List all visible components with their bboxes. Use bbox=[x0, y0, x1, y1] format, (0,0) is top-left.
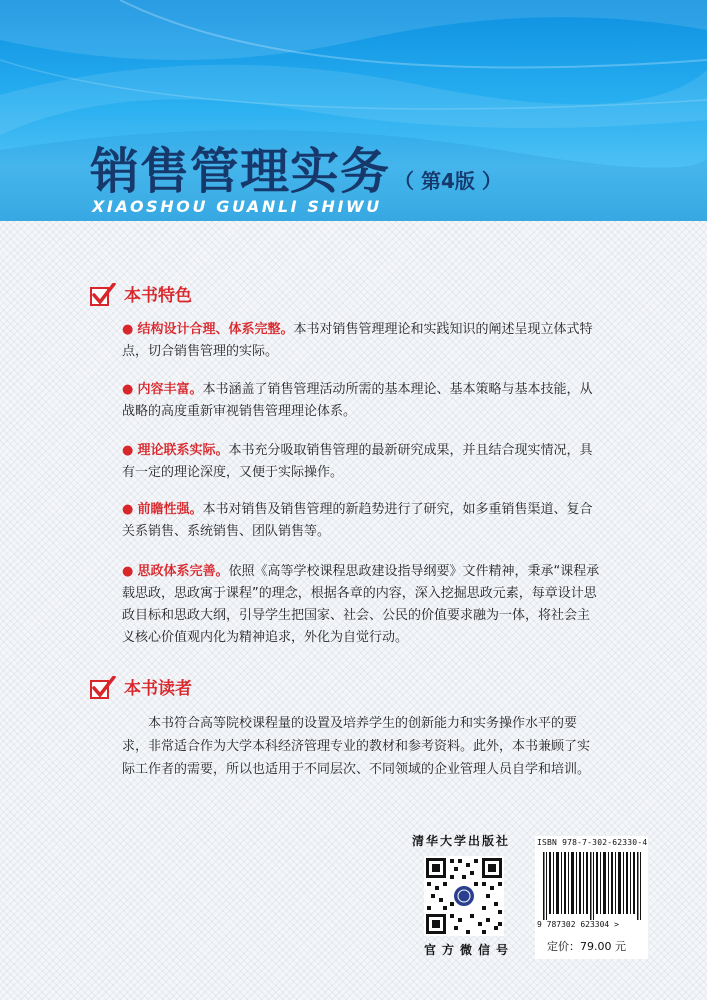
cover-header bbox=[0, 0, 707, 221]
feature-text: 本书充分吸取销售管理的最新研究成果，并且结合现实情况，具有一定的理论深度，又便于实际操作。 bbox=[122, 443, 593, 480]
feature-item bbox=[122, 319, 602, 363]
bullet-icon: ● bbox=[122, 382, 134, 397]
isbn-barcode-block bbox=[535, 836, 648, 959]
feature-lead: 思政体系完善。 bbox=[137, 564, 229, 579]
feature-lead: 前瞻性强。 bbox=[137, 502, 203, 517]
bullet-icon: ● bbox=[122, 502, 134, 517]
isbn-number: ISBN 978-7-302-62330-4 bbox=[537, 838, 648, 847]
book-title: 销售管理实务 bbox=[90, 142, 391, 200]
feature-text: 本书对销售管理理论和实践知识的阐述呈现立体式特点，切合销售管理的实际。 bbox=[122, 322, 593, 359]
readers-text: 本书符合高等院校课程量的设置及培养学生的创新能力和实务操作水平的要求，非常适合作为大学本科经济管理专业的教材和参考资料。此外，本书兼顾了实际工作者的需要，所以也适用于不同层次、不同领域的企业管理人员自学和培训。 bbox=[122, 716, 591, 777]
features-heading bbox=[90, 281, 192, 306]
feature-text: 本书涵盖了销售管理活动所需的基本理论、基本策略与基本技能，从战略的高度重新审视销售管理理论体系。 bbox=[122, 382, 593, 419]
barcode-icon bbox=[543, 852, 643, 920]
price-label: 定价：79.00 元 bbox=[547, 940, 626, 953]
qr-code-icon bbox=[424, 856, 504, 940]
pinyin-subtitle: XIAOSHOU GUANLI SHIWU bbox=[92, 197, 382, 216]
feature-item bbox=[122, 561, 602, 649]
bullet-icon: ● bbox=[122, 322, 134, 337]
feature-text: 本书对销售及销售管理的新趋势进行了研究，如多重销售渠道、复合关系销售、系统销售、团队销售等。 bbox=[122, 502, 593, 539]
feature-lead: 结构设计合理、体系完整。 bbox=[137, 322, 294, 337]
features-title: 本书特色 bbox=[124, 286, 192, 306]
edition-label: （ 第4版 ） bbox=[394, 169, 502, 193]
readers-title: 本书读者 bbox=[124, 679, 192, 699]
barcode-digits: 9 787302 623304 > bbox=[537, 920, 619, 929]
feature-item bbox=[122, 379, 602, 423]
bullet-icon: ● bbox=[122, 443, 134, 458]
feature-lead: 内容丰富。 bbox=[137, 382, 203, 397]
publisher-name: 清华大学出版社 bbox=[412, 834, 511, 848]
feature-lead: 理论联系实际。 bbox=[137, 443, 229, 458]
feature-item bbox=[122, 499, 602, 543]
bullet-icon: ● bbox=[122, 564, 134, 579]
feature-item bbox=[122, 440, 602, 484]
checkmark-icon bbox=[90, 676, 114, 698]
feature-text: 依照《高等学校课程思政建设指导纲要》文件精神，秉承“课程承载思政，思政寓于课程”的理念，根据各章的内容，深入挖掘思政元素，每章设计思政目标和思政大纲，引导学生把国家、社会、公民的价值要求融为一体，将社会主义核心价值观内化为精神追求，外化为自觉行动。 bbox=[122, 564, 600, 645]
qr-label: 官方微信号 bbox=[424, 943, 515, 957]
checkmark-icon bbox=[90, 283, 114, 305]
readers-heading bbox=[90, 674, 192, 699]
